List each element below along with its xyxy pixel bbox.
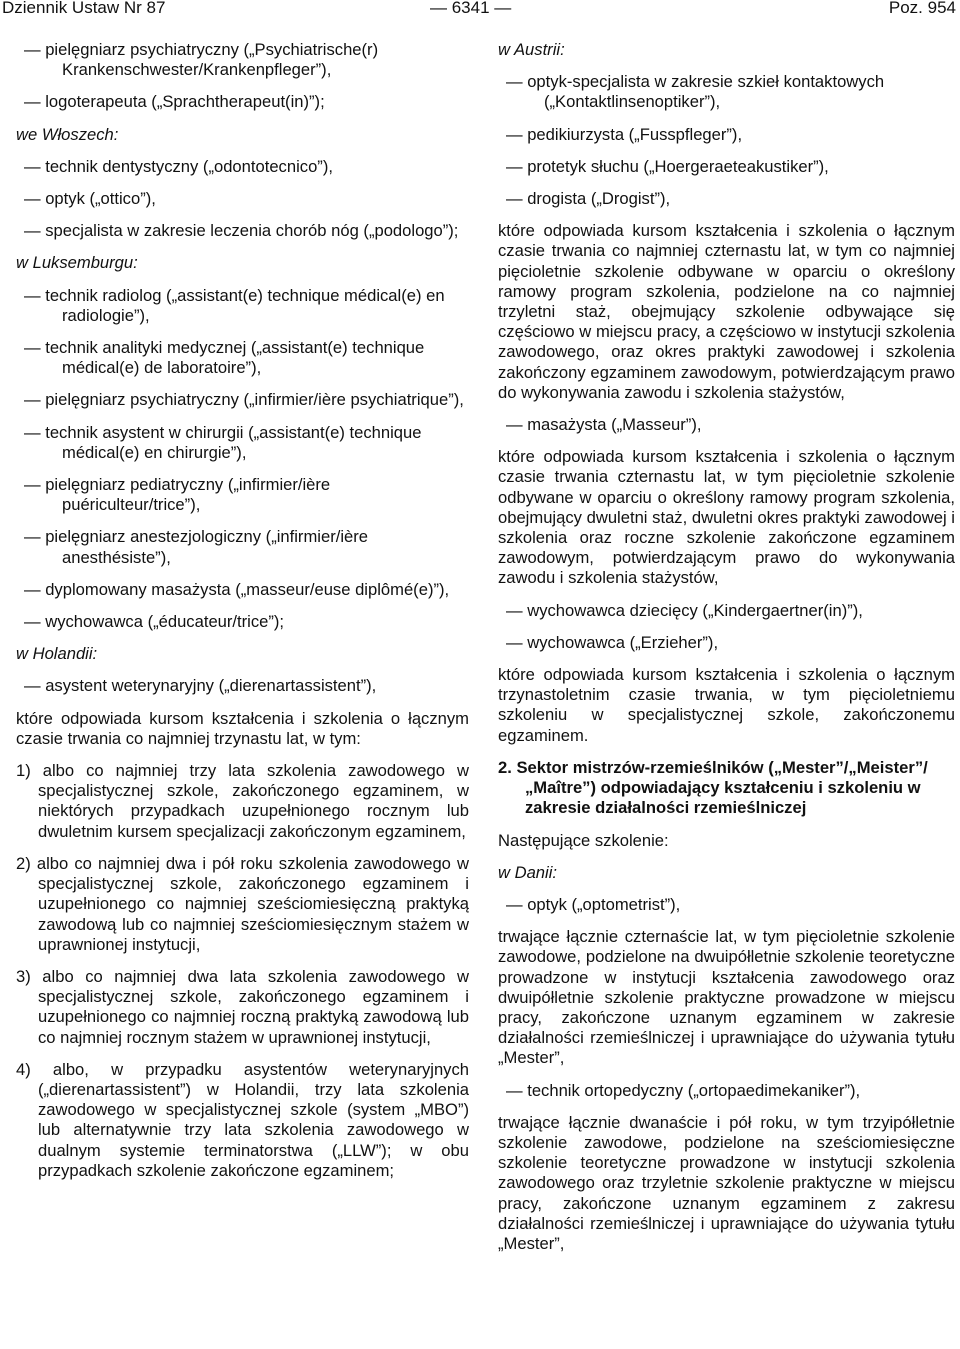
list-item: — technik ortopedyczny („ortopaedimekaniker”), [506, 1080, 861, 1100]
list-item: — wychowawca dziecięcy („Kindergaertner(in)”), [506, 600, 863, 620]
section-heading: w Danii: [498, 862, 558, 882]
list-item: — technik dentystyczny („odontotecnico”), [24, 156, 333, 176]
section-heading: w Austrii: [498, 40, 565, 59]
list-item: — drogista („Drogist”), [506, 189, 671, 209]
numbered-item: 3) albo co najmniej dwa lata szkolenia zawodowego w specjalistycznej szkole, zakończonego egzaminem i uzupełnionego co najmniej roczną praktyką zawodową lub co najmniej rocznym stażem w uprawnionej instytucji, [16, 966, 469, 1047]
paragraph: trwające łącznie dwanaście i pół roku, w tym trzyipółletnie szkolenie zawodowe, podzielone na sześciomiesięczne szkolenie teoretyczne prowadzone w instytucji szkolenia zawodowego oraz trzyletnie szkolenie praktyczne w miejscu pracy, zakończone uznanym egzaminem z zakresu działalności rzemieślniczej i uprawniające do używania tytułu „Mester”, [498, 1112, 955, 1253]
position-number: Poz. 954 [888, 0, 956, 17]
list-item: — pielęgniarz pediatryczny („infirmier/ière puériculteur/trice”), [24, 475, 331, 515]
numbered-item: 2) albo co najmniej dwa i pół roku szkolenia zawodowego w specjalistycznej szkole, zakończonego egzaminem i uzupełnionego co najmniej sześciomiesięczną praktyką zawodową lub co najmniej sześciomiesięcznym stażem w uprawnionej instytucji, [16, 853, 469, 954]
paragraph: które odpowiada kursom kształcenia i szkolenia o łącznym czasie trwania co najmniej czternastu lat, w tym co najmniej pięcioletnie szkolenie odbywane w oparciu o określony ramowy program szkolenia, podzielone na co najmniej trzyletni staż, obejmujący szkolenie odbywające się częściowo w miejscu pracy, a częściowo w instytucji szkolenia zawodowego, oraz okres praktyki zawodowej i szkolenia zakończony egzaminem zawodowym, potwierdzającym prawo do wykonywania zawodu i szkolenia stażystów, [498, 221, 955, 402]
page-number: — 6341 — [430, 0, 512, 17]
list-item: — masażysta („Masseur”), [506, 415, 702, 435]
list-item: — technik analityki medycznej („assistant(e) technique médical(e) de laboratoire”), [24, 338, 425, 378]
list-item: — pielęgniarz psychiatryczny („Psychiatrische(r) Krankenschwester/Krankenpfleger”), [24, 40, 379, 80]
numbered-item: 1) albo co najmniej trzy lata szkolenia zawodowego w specjalistycznej szkole, zakończonego egzaminem, w niektórych przypadkach uzupełnionego rocznym lub dwuletnim kursem specjalizacji zakończonym egzaminem, [16, 761, 469, 841]
list-item: — pielęgniarz psychiatryczny („infirmier/ière psychiatrique”), [24, 390, 464, 410]
list-item: — logoterapeuta („Sprachtherapeut(in)”); [24, 92, 325, 112]
section-heading: w Luksemburgu: [16, 253, 138, 273]
section-heading: w Holandii: [16, 644, 98, 664]
page-header [0, 0, 960, 16]
list-item: — optyk-specjalista w zakresie szkieł kontaktowych („Kontaktlinsenoptiker”), [506, 72, 885, 112]
list-item: — optyk („ottico”), [24, 189, 156, 209]
list-item: — dyplomowany masażysta („masseur/euse diplômé(e)”), [24, 579, 450, 599]
paragraph: trwające łącznie czternaście lat, w tym pięcioletnie szkolenie zawodowe, podzielone na dwuipółletnie szkolenie teoretyczne prowadzone w instytucji kształcenia zawodowego oraz dwuipółletnie szkolenie praktyczne prowadzone w miejscu pracy, zakończone uznanym egzaminem w zakresie działalności rzemieślniczej i uprawniające do używania tytułu „Mester”, [498, 927, 955, 1068]
numbered-item: 4) albo, w przypadku asystentów weterynaryjnych („dierenartassistent”) w Holandii, trzy lata szkolenia zawodowego w specjalistycznej szkole (system „MBO”) lub alternatywnie trzy lata szkolenia zawodowego w dualnym systemie terminatorstwa („LLW”); w obu przypadkach szkolenie zakończone egzaminem; [16, 1059, 469, 1180]
right-column [498, 40, 955, 1266]
list-item: — pedikiurzysta („Fusspfleger”), [506, 124, 743, 144]
section-title: 2. Sektor mistrzów-rzemieślników („Mester”/„Meister”/„Maître”) odpowiadający kształceniu i szkoleniu w zakresie działalności rzemieślniczej [498, 757, 928, 818]
list-item: — pielęgniarz anestezjologiczny („infirmier/ière anesthésiste”), [24, 527, 368, 567]
list-item: — technik radiolog („assistant(e) technique médical(e) en radiologie”), [24, 285, 445, 325]
list-item: — wychowawca („Erzieher”), [506, 632, 719, 652]
list-item: — technik asystent w chirurgii („assistant(e) technique médical(e) en chirurgie”), [24, 422, 422, 462]
left-column [16, 40, 469, 1193]
paragraph: Następujące szkolenie: [498, 830, 669, 850]
list-item: — specjalista w zakresie leczenia chorób nóg („podologo”); [24, 221, 459, 241]
list-item: — asystent weterynaryjny („dierenartassistent”), [24, 676, 377, 696]
list-item: — wychowawca („éducateur/trice”); [24, 612, 285, 632]
paragraph: które odpowiada kursom kształcenia i szkolenia o łącznym czasie trwania czternastu lat, w tym pięcioletnie szkolenie odbywane w oparciu o określony ramowy program szkolenia, obejmujący dwuletni staż, dwuletni okres praktyki zawodowej i szkolenia oraz roczne szkolenie zakończone egzaminem zawodowym, potwierdzającym prawo do wykonywania zawodu i szkolenia stażystów, [498, 447, 955, 588]
list-item: — protetyk słuchu („Hoergeraeteakustiker”), [506, 156, 829, 176]
paragraph: które odpowiada kursom kształcenia i szkolenia o łącznym trzynastoletnim czasie trwania, w tym pięcioletniemu szkoleniu w specjalistycznej szkole, zakończonemu egzaminem. [498, 665, 955, 745]
paragraph: które odpowiada kursom kształcenia i szkolenia o łącznym czasie trwania co najmniej trzynastu lat, w tym: [16, 708, 469, 748]
journal-title: Dziennik Ustaw Nr 87 [2, 0, 166, 17]
section-heading: we Włoszech: [16, 124, 119, 144]
list-item: — optyk („optometrist”), [506, 894, 681, 914]
